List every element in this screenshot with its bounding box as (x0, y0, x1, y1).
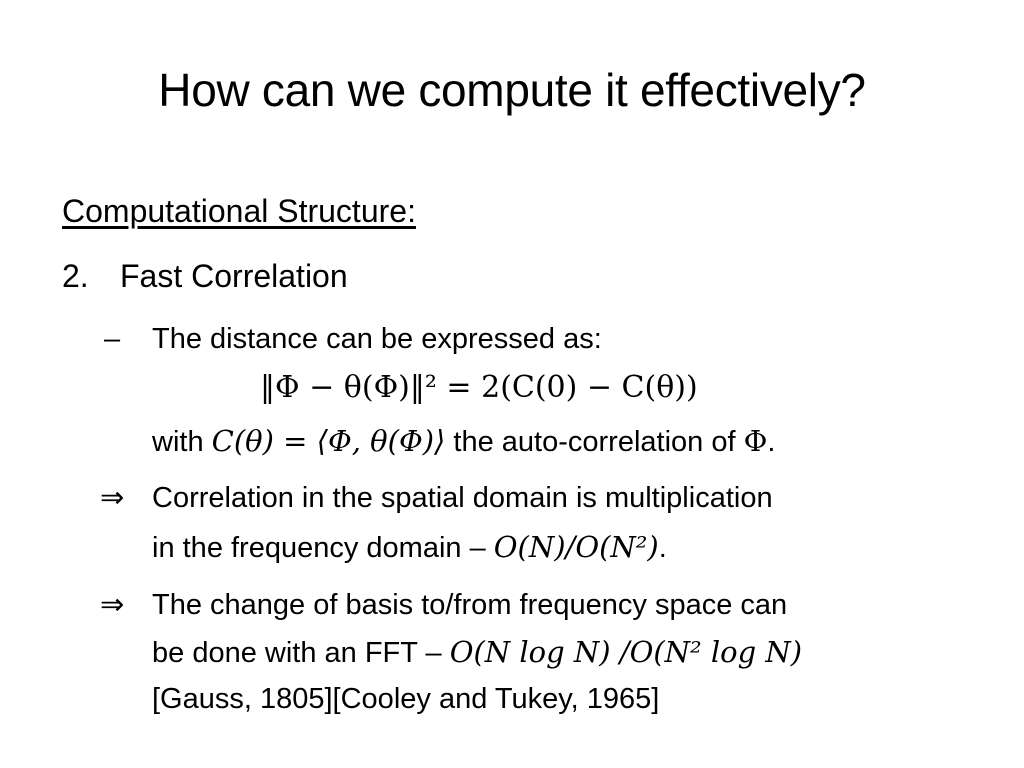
item-number: 2. (62, 258, 89, 294)
fft-text: be done with an FFT – (152, 637, 442, 669)
implies-marker-2: ⇒ (100, 589, 125, 621)
autocorrelation-formula: C(θ) = ⟨Φ, θ(Φ)⟩ (211, 424, 446, 458)
numbered-item (62, 258, 348, 295)
bullet-fft-line2 (152, 635, 802, 670)
bullet-correlation-line1: Correlation in the spatial domain is multiplication (152, 482, 773, 514)
phi-symbol: Φ (743, 424, 768, 458)
section-heading: Computational Structure: (62, 193, 416, 229)
complexity-formula-2: O(N log N) /O(N² log N) (449, 635, 803, 669)
complexity-formula-1: O(N)/O(N²) (493, 530, 659, 564)
with-line (152, 424, 775, 459)
citation-text: [Gauss, 1805][Cooley and Tukey, 1965] (152, 683, 660, 715)
dash-marker: – (104, 323, 121, 355)
bullet-correlation-line2 (152, 530, 667, 565)
frequency-domain-text: in the frequency domain – (152, 532, 486, 564)
implies-marker: ⇒ (100, 482, 125, 514)
item-label: Fast Correlation (120, 258, 348, 294)
with-suffix: the auto-correlation of (453, 426, 736, 458)
distance-equation: ‖Φ − θ(Φ)‖² = 2(C(0) − C(θ)) (260, 370, 698, 405)
bullet-fft-line1: The change of basis to/from frequency space can (152, 589, 788, 621)
slide-title: How can we compute it effectively? (158, 64, 866, 116)
with-prefix: with (152, 426, 204, 458)
bullet-distance-intro: The distance can be expressed as: (152, 323, 602, 355)
with-end: . (767, 426, 776, 458)
line2-end: . (658, 532, 667, 564)
